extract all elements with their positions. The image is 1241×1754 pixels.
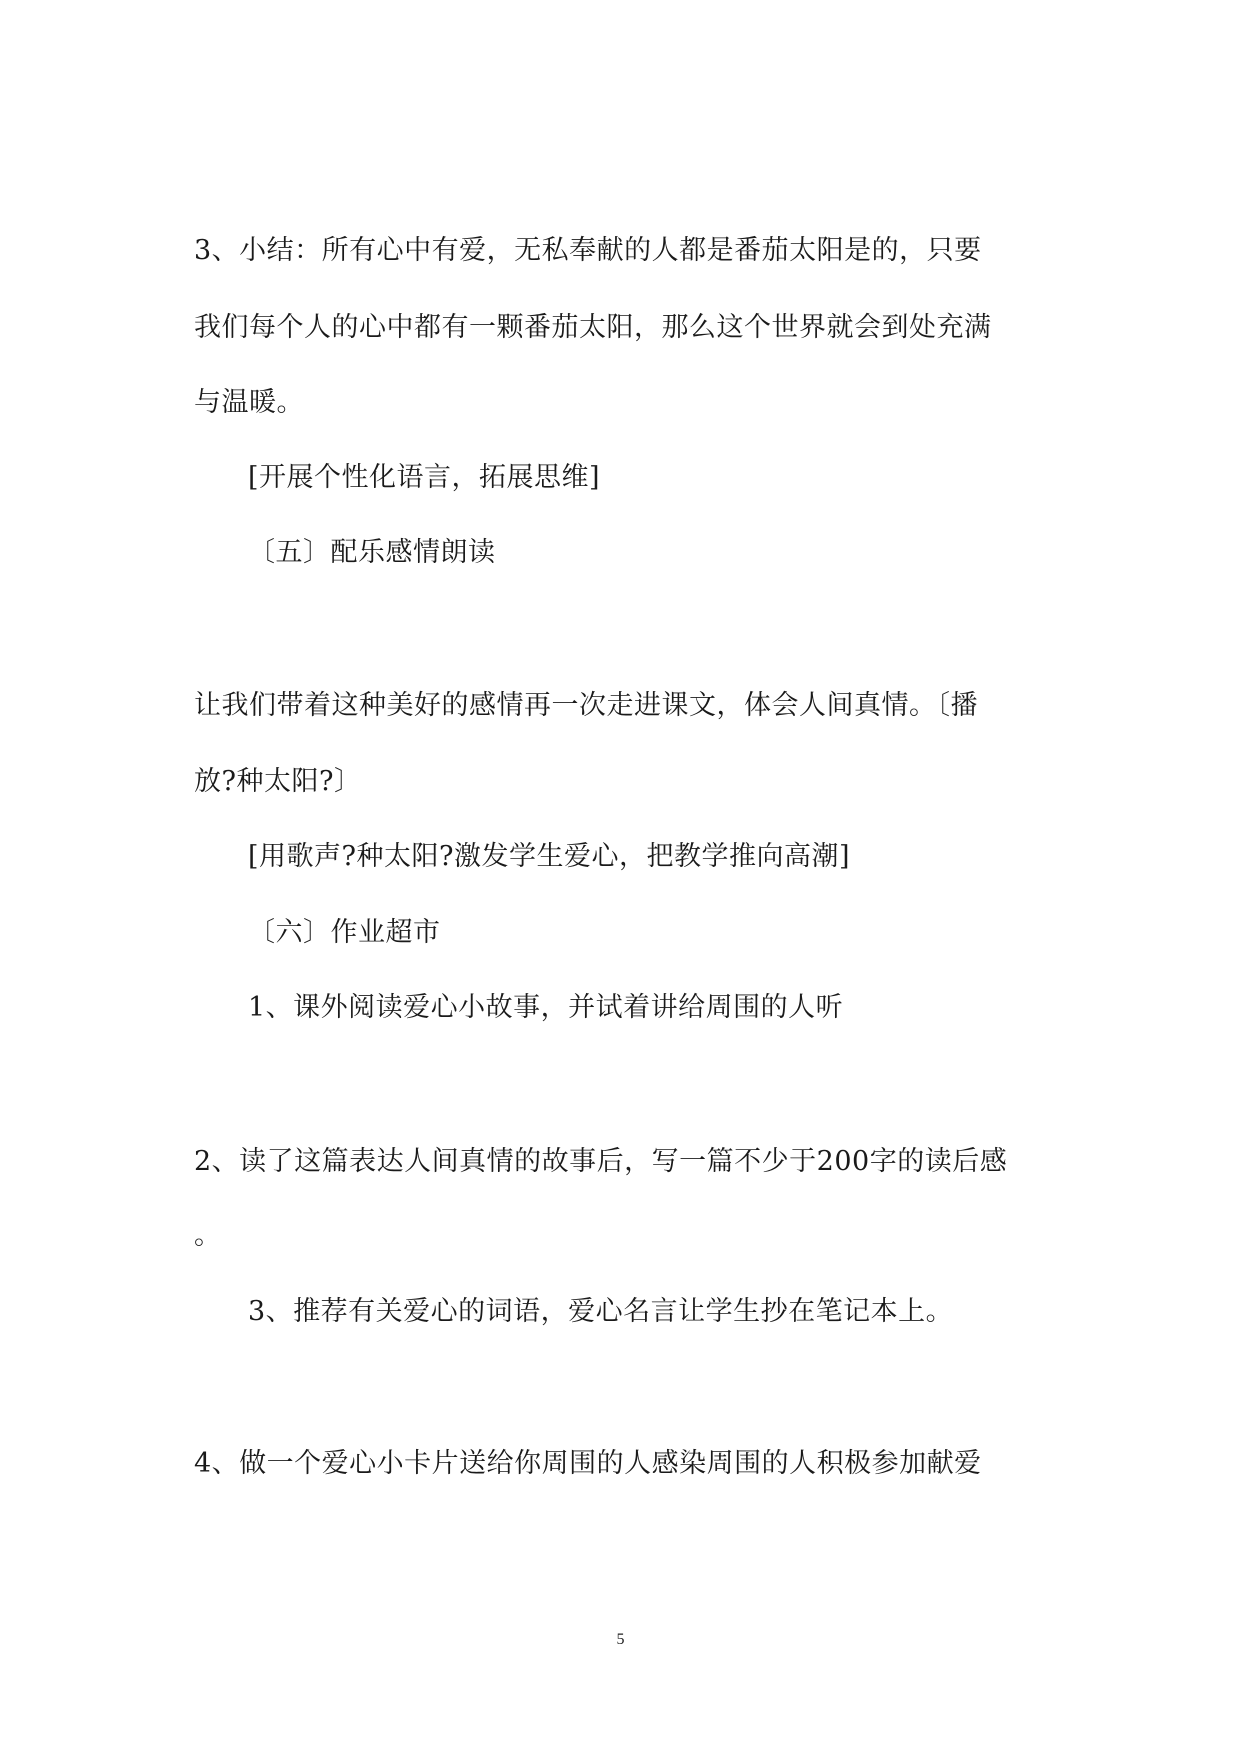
note-personalized-language: [开展个性化语言，拓展思维] xyxy=(248,462,601,493)
homework-item-1: 1、课外阅读爱心小故事，并试着讲给周围的人听 xyxy=(248,992,844,1023)
paragraph-summary-line-2: 我们每个人的心中都有一颗番茄太阳，那么这个世界就会到处充满 xyxy=(194,312,992,343)
section-heading-six: 〔六〕作业超市 xyxy=(248,917,441,948)
note-song: [用歌声?种太阳?激发学生爱心，把教学推向高潮] xyxy=(248,841,851,872)
homework-item-2-line-1: 2、读了这篇表达人间真情的故事后，写一篇不少于200字的读后感 xyxy=(194,1146,1008,1177)
homework-item-3: 3、推荐有关爱心的词语，爱心名言让学生抄在笔记本上。 xyxy=(248,1296,954,1327)
homework-item-4: 4、做一个爱心小卡片送给你周围的人感染周围的人积极参加献爱 xyxy=(194,1448,982,1479)
homework-item-2-line-2: 。 xyxy=(194,1220,222,1251)
page-number: 5 xyxy=(616,1631,625,1648)
paragraph-reading-line-2: 放?种太阳?〕 xyxy=(194,766,362,797)
paragraph-summary-line-3: 与温暖。 xyxy=(194,387,304,418)
paragraph-reading-line-1: 让我们带着这种美好的感情再一次走进课文，体会人间真情。〔播 xyxy=(194,690,978,721)
paragraph-summary-line-1: 3、小结：所有心中有爱，无私奉献的人都是番茄太阳是的，只要 xyxy=(194,235,982,266)
section-heading-five: 〔五〕配乐感情朗读 xyxy=(248,537,496,568)
